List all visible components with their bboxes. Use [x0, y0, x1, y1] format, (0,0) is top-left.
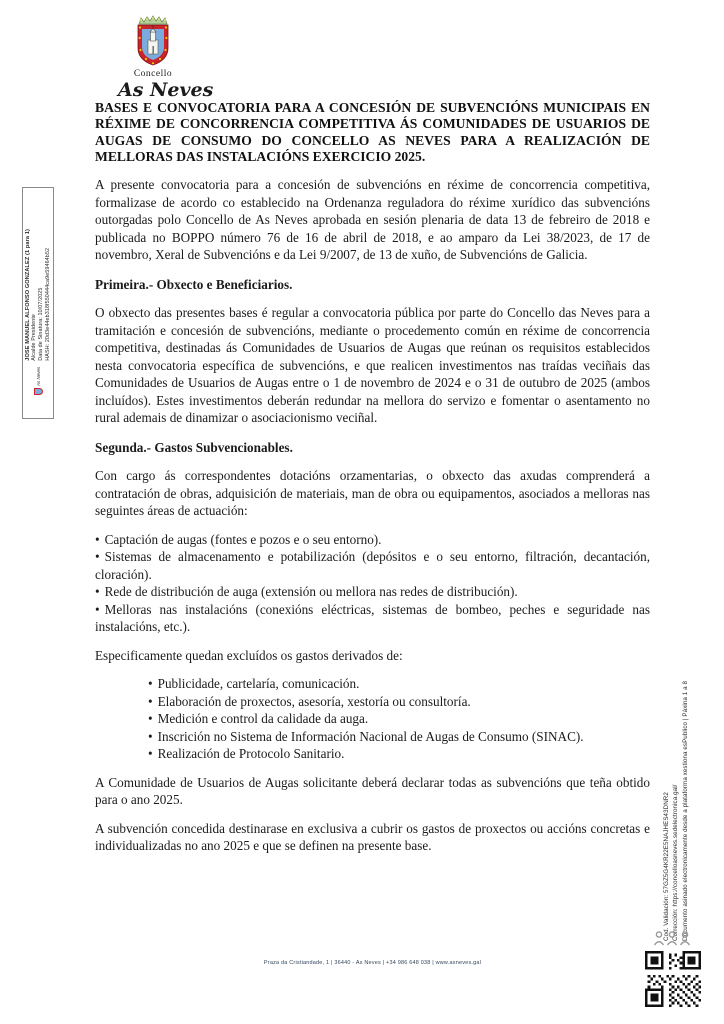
list-item-text: Rede de distribución de auga (extensión ou mellora nas redes de distribución). [104, 584, 518, 600]
section-1-paragraph: O obxecto das presentes bases é regular a convocatoria pública por parte do Concello das Neves para a tramitación e concesión de subvencións, mediante o procedemento común en réxime de concorrencia competitiva, destinadas ás Comunidades de Usuarios de Augas que reúnan os requisitos establecidos nesta convocatoria específica de subvencións, e que realicen investimentos nas traídas veciñais das Comunidades de Usuarios de Augas entre o 1 de novembro de 2024 e o 31 de outubro de 2025 (ambos incluídos). Estes investimentos deberán redundar na mellora do servizo e fomentar o asentamento no rural ademais de dinamizar o asociacionismo veciñal. [95, 305, 650, 426]
subsidised-areas-list [95, 531, 650, 636]
validation-code: Cod. Validación: 57GZ5G4KR22E5NAJHES43DNR2 [663, 792, 670, 941]
list-item [148, 728, 650, 746]
list-item [95, 531, 650, 549]
document-body [95, 100, 650, 855]
list-item-text: Publicidade, cartelaría, comunicación. [157, 676, 360, 692]
list-item-text: Realización de Protocolo Sanitario. [157, 746, 345, 762]
list-item [95, 601, 650, 636]
mini-concello-logo [34, 367, 43, 395]
list-item-text: Inscrición no Sistema de Información Nacional de Augas de Consumo (SINAC). [157, 728, 584, 744]
espublico-logo-icon [652, 930, 692, 952]
list-item [148, 710, 650, 728]
mini-logo-label: As Neves [35, 366, 41, 386]
bullet-icon: • [95, 531, 100, 547]
excluded-expenses-list [148, 675, 650, 763]
signer-name: JOSE MANUEL ALFONSO GONZALEZ (1 para 1) [24, 229, 31, 361]
document-title: BASES E CONVOCATORIA PARA A CONCESIÓN DE SUBVENCIÓNS MUNICIPAIS EN RÉXIME DE CONCORRENCIA COMPETITIVA ÁS COMUNIDADES DE USUARIOS DE AUGAS DE CONSUMO DO CONCELLO AS NEVES PARA A REALIZACIÓN DE MELLORAS DAS INSTALACIÓNS EXERCICIO 2025. [95, 100, 650, 164]
bullet-icon: • [148, 693, 153, 709]
validation-note: Documento asinado electronicamente desde a plataforma xestiona esPublico | Páxina 1 a 8 [681, 680, 689, 941]
signature-margin-strip [24, 189, 52, 417]
bullet-icon: • [95, 584, 100, 600]
logo-asneves-text: As Neves [118, 79, 214, 101]
bullet-icon: • [148, 711, 153, 727]
list-item-text: Sistemas de almacenamento e potabilización (depósitos e o seu entorno, filtración, decantación, cloración). [95, 549, 650, 582]
list-item-text: Elaboración de proxectos, asesoría, xestoría ou consultoría. [157, 693, 471, 709]
bullet-icon: • [95, 601, 100, 617]
bullet-icon: • [148, 746, 153, 762]
validation-margin-strip [662, 569, 692, 941]
qr-code [645, 951, 701, 1007]
concello-logo [118, 14, 214, 101]
signer-role: Alcalde Presidente [31, 313, 38, 361]
list-item-text: Medición e control da calidade da auga. [157, 711, 369, 727]
section-2-paragraph: Con cargo ás correspondentes dotacións orzamentarias, o obxecto das axudas comprenderá a contratación de obras, adquisición de materiais, man de obra ou equipamentos, asociados a melloras nas seguintes áreas de actuación: [95, 468, 650, 519]
excluded-intro-paragraph: Especificamente quedan excluídos os gastos derivados de: [95, 647, 403, 663]
list-item [95, 583, 650, 601]
section-2-heading: Segunda.- Gastos Subvencionables. [95, 439, 293, 455]
list-item-text: Melloras nas instalacións (conexións eléctricas, sistemas de bombeo, peches e seguridade nas instalacións, etc.). [95, 601, 650, 635]
signature-hash: HASH: 20d3e44eb318f550444ca9e59464b52 [44, 247, 51, 361]
footer-address: Praza da Cristiandade, 1 | 36440 - As Neves | +34 986 648 038 | www.asneves.gal [263, 960, 482, 966]
bullet-icon: • [148, 728, 153, 744]
closing-paragraph-1: A Comunidade de Usuarios de Augas solicitante deberá declarar todas as subvencións que teña obtido para o ano 2025. [95, 774, 650, 808]
bullet-icon: • [148, 676, 153, 692]
signature-text-lines [25, 189, 51, 361]
list-item [95, 548, 650, 583]
validation-url: Corrección: https://concelloasneves.sedelectronica.gal/ [672, 784, 680, 941]
section-1-heading: Primeira.- Obxecto e Beneficiarios. [95, 276, 293, 292]
list-item [148, 745, 650, 763]
intro-paragraph: A presente convocatoria para a concesión de subvencións en réxime de concorrencia competitiva, formalizase de acordo co establecido na Ordenanza reguladora do réxime xurídico das subvencións outorgadas polo Concello de As Neves aprobada en sesión plenaria de data 13 de febreiro de 2018 e publicada no BOPPO número 76 de 16 de abril de 2018, e ao amparo da Lei 38/2023, de 17 de novembro, Xeral de Subvencións e da Lei 9/2007, de 13 de xuño, de Subvencións de Galicia. [95, 177, 650, 263]
signature-date: Data de Sinatura: 10/07/2025 [38, 287, 44, 361]
logo-concello-text: Concello [133, 69, 173, 79]
list-item [148, 693, 650, 711]
coat-of-arms-icon [135, 14, 171, 68]
list-item-text: Captación de augas (fontes e pozos e o seu entorno). [104, 531, 382, 547]
mini-shield-icon [34, 388, 43, 395]
closing-paragraph-2: A subvención concedida destinarase en exclusiva a cubrir os gastos de proxectos ou accións concretas e individualizadas no ano 2025 e que se definen na presente base. [95, 820, 650, 854]
bullet-icon: • [95, 549, 100, 565]
list-item [148, 675, 650, 693]
